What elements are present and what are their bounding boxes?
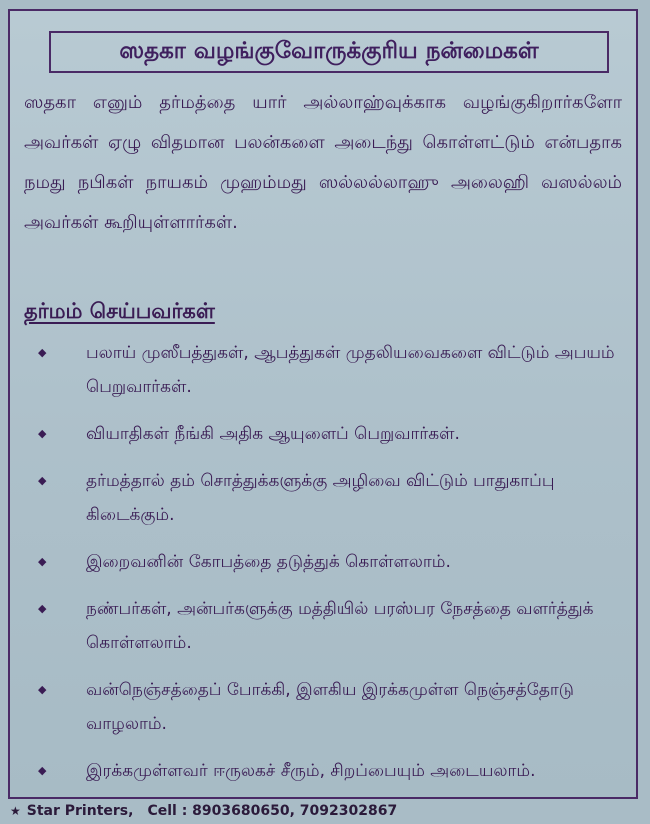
benefit-text: தர்மத்தால் தம் சொத்துக்களுக்கு அழிவை விட்டும் பாதுகாப்பு கிடைக்கும். bbox=[86, 471, 555, 525]
diamond-bullet-icon: ◆ bbox=[38, 427, 47, 440]
list-item bbox=[38, 464, 628, 532]
benefit-text: இறைவனின் கோபத்தை தடுத்துக் கொள்ளலாம். bbox=[86, 552, 451, 572]
diamond-bullet-icon: ◆ bbox=[38, 683, 47, 696]
benefit-text: வன்நெஞ்சத்தைப் போக்கி, இளகிய இரக்கமுள்ள நெஞ்சத்தோடு வாழலாம். bbox=[86, 680, 574, 734]
list-item bbox=[38, 592, 628, 660]
printer-phone: Cell : 8903680650, 7092302867 bbox=[147, 803, 398, 819]
diamond-bullet-icon: ◆ bbox=[38, 555, 47, 568]
diamond-bullet-icon: ◆ bbox=[38, 602, 47, 615]
section-heading: தர்மம் செய்பவர்கள் bbox=[24, 299, 215, 323]
diamond-bullet-icon: ◆ bbox=[38, 474, 47, 487]
list-item bbox=[38, 673, 628, 741]
star-icon: ★ bbox=[10, 804, 21, 818]
title-box bbox=[49, 31, 609, 73]
diamond-bullet-icon: ◆ bbox=[38, 346, 47, 359]
list-item bbox=[38, 336, 628, 404]
list-item bbox=[38, 754, 628, 788]
benefit-text: இரக்கமுள்ளவர் ஈருலகச் சீரும், சிறப்பையும் அடையலாம். bbox=[86, 761, 536, 781]
printer-name: Star Printers, bbox=[26, 803, 134, 819]
benefit-text: வியாதிகள் நீங்கி அதிக ஆயுளைப் பெறுவார்கள். bbox=[86, 424, 460, 444]
poster-frame bbox=[8, 9, 638, 799]
list-item bbox=[38, 545, 628, 579]
printer-footer bbox=[10, 803, 397, 819]
benefit-text: நண்பர்கள், அன்பர்களுக்கு மத்தியில் பரஸ்பர நேசத்தை வளர்த்துக் கொள்ளலாம். bbox=[86, 599, 594, 653]
list-item bbox=[38, 417, 628, 451]
poster-title: ஸதகா வழங்குவோருக்குரிய நன்மைகள் bbox=[119, 37, 539, 64]
benefit-text: பலாய் முஸீபத்துகள், ஆபத்துகள் முதலியவைகளை விட்டும் அபயம் பெறுவார்கள். bbox=[86, 343, 615, 397]
intro-paragraph: ஸதகா எனும் தர்மத்தை யார் அல்லாஹ்வுக்காக வழங்குகிறார்களோ அவர்கள் ஏழு விதமான பலன்களை அடைந்து கொள்ளட்டும் என்பதாக நமது நபிகள் நாயகம் முஹம்மது ஸல்லல்லாஹு அலைஹி வஸல்லம் அவர்கள் கூறியுள்ளார்கள். bbox=[24, 92, 622, 233]
diamond-bullet-icon: ◆ bbox=[38, 764, 47, 777]
benefit-list bbox=[38, 336, 628, 801]
